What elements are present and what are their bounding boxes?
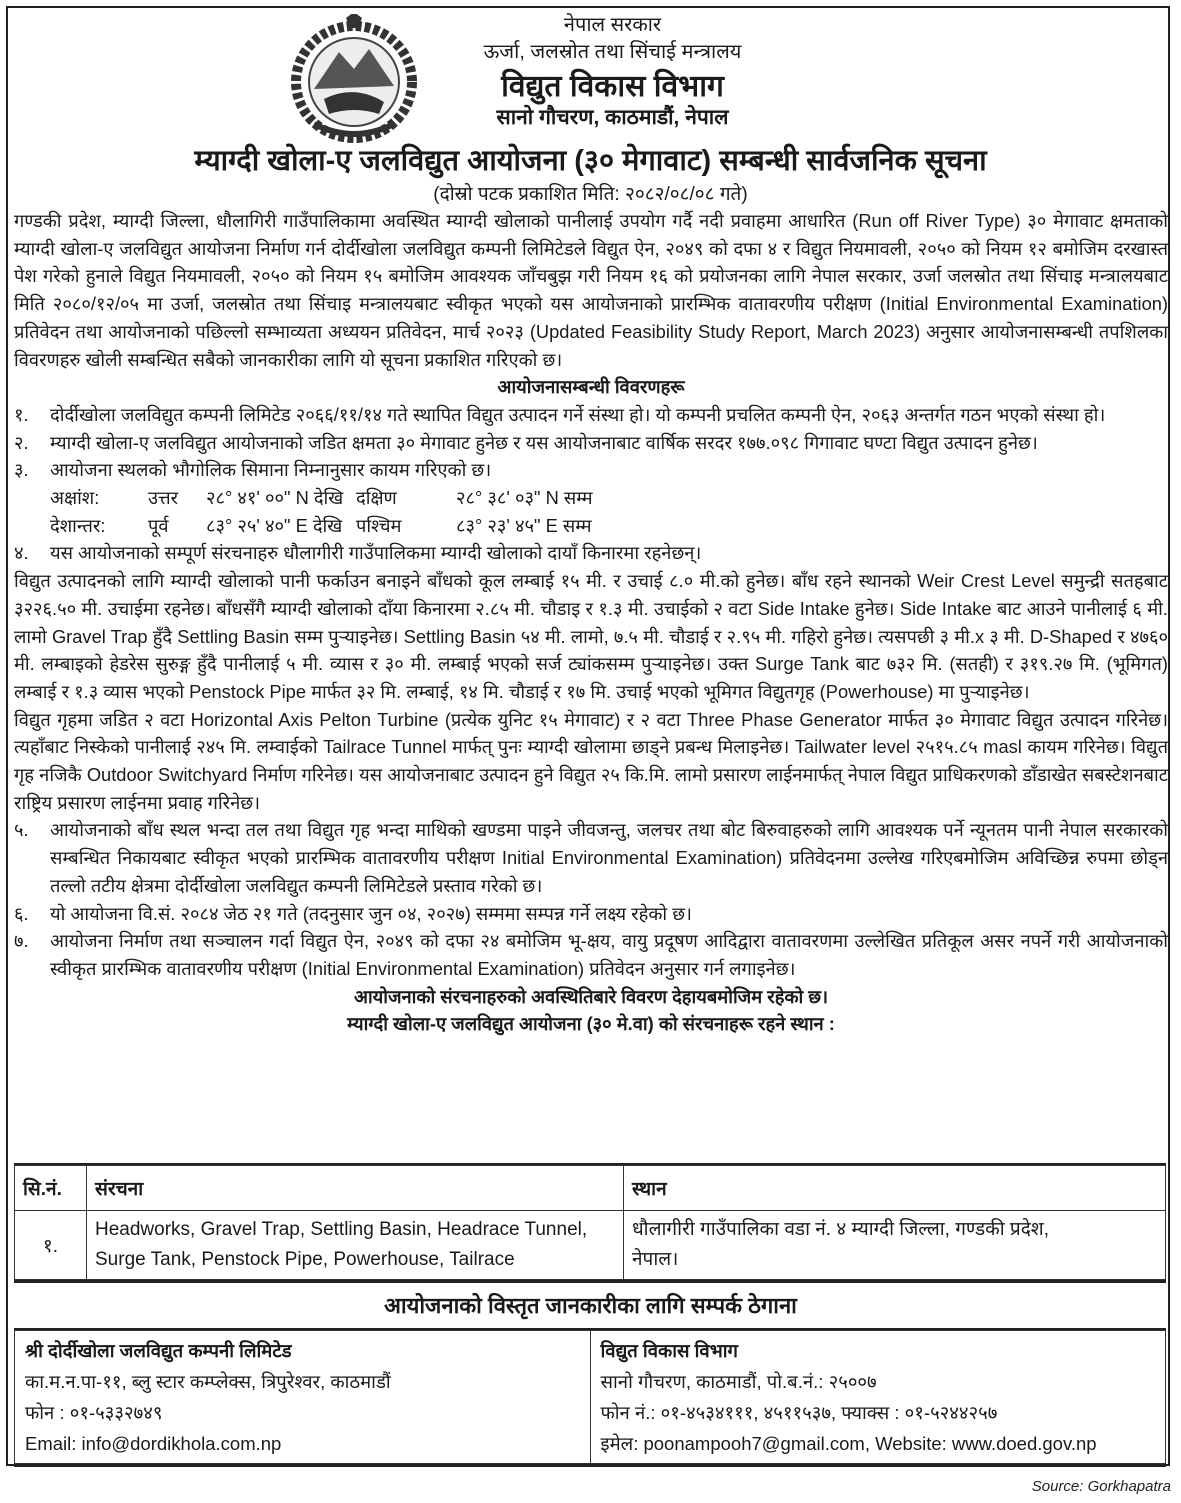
longitude-to-direction: पश्चिम xyxy=(356,514,402,536)
longitude-row xyxy=(14,512,1168,540)
department-address: सानो गौचरण, काठमाडौं, नेपाल xyxy=(496,106,729,129)
cell-sn: १. xyxy=(15,1211,87,1280)
notice-title: म्याग्दी खोला-ए जलविद्युत आयोजना (३० मेगावाट) सम्बन्धी सार्वजनिक सूचना xyxy=(194,145,987,177)
latitude-to: २८° ३८' ०३" N सम्म xyxy=(456,487,593,509)
company-email[interactable]: Email: info@dordikhola.com.np xyxy=(25,1433,282,1454)
section-heading: आयोजनासम्बन्धी विवरणहरू xyxy=(497,376,685,398)
contact-table xyxy=(14,1328,1166,1467)
department-contact-address: सानो गौचरण, काठमाडौं, पो.ब.नं.: २५००७ xyxy=(600,1371,877,1392)
item-number: ४. xyxy=(14,542,29,564)
item-number: १. xyxy=(14,403,29,425)
department-contact xyxy=(590,1331,1166,1464)
table-header-row xyxy=(15,1166,1166,1211)
item-text: यो आयोजना वि.सं. २०८४ जेठ २१ गते (तदनुसार जुन ०४, २०२७) सम्ममा सम्पन्न गर्ने लक्ष्य रहेको छ। xyxy=(50,902,692,924)
latitude-from-direction: उत्तर xyxy=(148,487,179,509)
department-phone: फोन नं.: ०१-४५३४१११, ४५११५३७, फ्याक्स : ०१-५२४४२५७ xyxy=(600,1402,998,1423)
ministry-name: ऊर्जा, जलस्रोत तथा सिंचाई मन्त्रालय xyxy=(483,41,742,63)
item-number: २. xyxy=(14,431,29,453)
company-name: श्री दोर्दीखोला जलविद्युत कम्पनी लिमिटेड xyxy=(25,1340,292,1361)
item-number: ५. xyxy=(14,819,29,841)
longitude-from: ८३° २५' ४०" E देखि xyxy=(206,514,343,536)
structures-paragraph: विद्युत उत्पादनको लागि म्याग्दी खोलाको पानी फर्काउन बनाइने बाँधको कूल लम्बाई १५ मी. र उचाई ८.० मी.को हुनेछ। बाँध रहने स्थानको Weir Crest Level समुन्द्री सतहबाट ३२२६.५० मी. उचाईमा रहनेछ। बाँधसँगै म्याग्दी खोलाको दाँया किनारमा २.८५ मी. चौडाइ र १.३ मी. उचाईको २ वटा Side Intake हुनेछ। Side Intake बाट आउने पानीलाई ६ मी. लामो Gravel Trap हुँदै Settling Basin सम्म पुर्‍याइनेछ। Settling Basin ५४ मी. लामो, ७.५ मी. चौडाई र २.९५ मी. गहिरो हुनेछ। त्यसपछी ३ मी.x ३ मी. D-Shaped र ४७६० मी. लम्बाइको हेडरेस सुरुङ्ग हुँदै पानीलाई ५ मी. व्यास र ३० मी. लम्बाई भएको सर्ज ट्यांकसम्म पुर्‍याइनेछ। उक्त Surge Tank बाट ७३२ मि. (सतही) र ३१९.२७ मि. (भूमिगत) लम्बाई र १.३ व्यास भएको Penstock Pipe मार्फत ३२ मि. लम्बाई, १४ मि. चौडाई र १७ मि. उचाई भएको भूमिगत विद्युतगृह (Powerhouse) मा पुर्‍याइनेछ। xyxy=(14,570,1168,702)
item-number: ६. xyxy=(14,902,29,924)
company-address: का.म.न.पा-११, ब्लु स्टार कम्प्लेक्स, त्रिपुरेश्वर, काठमाडौं xyxy=(25,1371,391,1392)
item-number: ३. xyxy=(14,459,29,481)
company-contact xyxy=(15,1331,591,1464)
powerhouse-paragraph: विद्युत गृहमा जडित २ वटा Horizontal Axis Pelton Turbine (प्रत्येक युनिट १५ मेगावाट) र २ वटा Three Phase Generator मार्फत ३० मेगावाट विद्युत उत्पादन गरिनेछ। त्यहाँबाट निस्केको पानीलाई २४५ मि. लम्वाईको Tailrace Tunnel मार्फत् पुनः म्याग्दी खोलामा छाड्ने प्रबन्ध मिलाइनेछ। Tailwater level २५१५.८५ masl कायम गरिनेछ। विद्युत गृह नजिकै Outdoor Switchyard निर्माण गरिनेछ। यस आयोजनाबाट उत्पादन हुने विद्युत २५ कि.मि. लामो प्रसारण लाईनमार्फत् नेपाल विद्युत प्राधिकरणको डाँडाखेत सबस्टेशनबाट राष्ट्रिय प्रसारण लाईनमा प्रवाह गरिनेछ। xyxy=(14,708,1168,813)
list-item xyxy=(14,401,1168,429)
contact-title: आयोजनाको विस्तृत जानकारीका लागि सम्पर्क ठेगाना xyxy=(384,1293,797,1318)
list-item xyxy=(14,429,1168,457)
source-credit: Source: Gorkhapatra xyxy=(1031,1478,1171,1495)
government-name: नेपाल सरकार xyxy=(563,14,662,36)
table-row xyxy=(15,1211,1166,1280)
item-text: आयोजनाको बाँध स्थल भन्दा तल तथा विद्युत गृह भन्दा माथिको खण्डमा पाइने जीवजन्तु, जलचर तथा बोट बिरुवाहरुको लागि आवश्यक पर्ने न्यूनतम पानी नेपाल सरकारको सम्बन्धित निकायबाट स्वीकृत भएको प्रारम्भिक वातावरणीय परीक्षण Initial Environmental Examination) प्रतिवेदनमा उल्लेख गरिएबमोजिम अविच्छिन्न रुपमा छोड्न तल्लो तटीय क्षेत्रमा दोर्दीखोला जलविद्युत कम्पनी लिमिटेडले प्रस्ताव गरेको छ। xyxy=(50,819,1168,896)
latitude-row xyxy=(14,484,1168,512)
item-text: आयोजना निर्माण तथा सञ्चालन गर्दा विद्युत ऐन, २०४९ को दफा २४ बमोजिम भू-क्षय, वायु प्रदूषण आदिद्वारा वातावरणमा उल्लेखित प्रतिकूल असर नपर्ने गरी आयोजनाको स्वीकृत प्रारम्भिक वातावरणीय परीक्षण (Initial Environmental Examination) प्रतिवेदन अनुसार गर्न लगाइनेछ। xyxy=(50,930,1168,979)
department-contact-name: विद्युत विकास विभाग xyxy=(600,1340,738,1361)
item-text: आयोजना स्थलको भौगोलिक सिमाना निम्नानुसार कायम गरिएको छ। xyxy=(50,459,492,481)
structures-caption: म्याग्दी खोला-ए जलविद्युत आयोजना (३० मे.वा) को संरचनाहरू रहने स्थान : xyxy=(347,1013,835,1035)
department-name: विद्युत विकास विभाग xyxy=(501,70,724,103)
notice-body xyxy=(14,207,1168,1038)
structures-table xyxy=(14,1163,1166,1283)
intro-paragraph: गण्डकी प्रदेश, म्याग्दी जिल्ला, धौलागिरी गाउँपालिकामा अवस्थित म्याग्दी खोलाको पानीलाई उपयोग गर्दै नदी प्रवाहमा आधारित (Run off River Type) ३० मेगावाट क्षमताको म्याग्दी खोला-ए जलविद्युत आयोजना निर्माण गर्न दोर्दीखोला जलविद्युत कम्पनी लिमिटेडले विद्युत ऐन, २०४९ को दफा ४ र विद्युत नियमावली, २०५० को नियम १२ बमोजिम दरखास्त पेश गरेको हुनाले विद्युत नियमावली, २०५० को नियम १५ बमोजिम आवश्यक जाँचबुझ गरी नियम १६ को प्रयोजनका लागि नेपाल सरकार, उर्जा जलस्रोत तथा सिंचाइ मन्त्रालयबाट मिति २०८०/१२/०५ मा उर्जा, जलस्रोत तथा सिंचाइ मन्त्रालयबाट स्वीकृत भएको यस आयोजनाको प्रारम्भिक वातावरणीय परीक्षण (Initial Environmental Examination) प्रतिवेदन तथा आयोजनाको पछिल्लो सम्भाव्यता अध्ययन प्रतिवेदन, मार्च २०२३ (Updated Feasibility Study Report, March 2023) अनुसार आयोजनासम्बन्धी तपशिलका विवरणहरु खोली सम्बन्धित सबैको जानकारीका लागि यो सूचना प्रकाशित गरिएको छ। xyxy=(14,210,1168,370)
longitude-label: देशान्तर: xyxy=(50,514,106,536)
cell-structure: Headworks, Gravel Trap, Settling Basin, Headrace Tunnel, Surge Tank, Penstock Pipe, Powerhouse, Tailrace xyxy=(87,1211,624,1280)
latitude-to-direction: दक्षिण xyxy=(356,487,397,509)
list-item xyxy=(14,456,1168,484)
company-phone: फोन : ०१-५३३२७४९ xyxy=(25,1402,163,1423)
list-item xyxy=(14,900,1168,928)
column-header-structure: संरचना xyxy=(87,1166,624,1211)
structures-intro: आयोजनाको संरचनाहरुको अवस्थितिबारे विवरण देहायबमोजिम रहेको छ। xyxy=(353,985,829,1007)
list-item xyxy=(14,927,1168,982)
item-text: म्याग्दी खोला-ए जलविद्युत आयोजनाको जडित क्षमता ३० मेगावाट हुनेछ र यस आयोजनाबाट वार्षिक सरदर १७७.०९८ गिगावाट घण्टा विद्युत उत्पादन हुनेछ। xyxy=(50,431,1038,453)
longitude-to: ८३° २३' ४५" E सम्म xyxy=(456,514,592,536)
list-item xyxy=(14,816,1168,899)
column-header-location: स्थान xyxy=(624,1166,1166,1211)
department-email-website[interactable]: इमेल: poonampooh7@gmail.com, Website: www.doed.gov.np xyxy=(600,1433,1097,1454)
item-number: ७. xyxy=(14,930,29,952)
latitude-from: २८° ४१' ००" N देखि xyxy=(206,487,344,509)
cell-location: धौलागीरी गाउँपालिका वडा नं. ४ म्याग्दी जिल्ला, गण्डकी प्रदेश, नेपाल। xyxy=(624,1211,1166,1280)
longitude-from-direction: पूर्व xyxy=(148,514,169,536)
notice-subtitle: (दोस्रो पटक प्रकाशित मिति: २०८२/०८/०८ गते) xyxy=(433,184,748,205)
list-item xyxy=(14,539,1168,567)
item-text: यस आयोजनाको सम्पूर्ण संरचनाहरु धौलागीरी गाउँपालिकमा म्याग्दी खोलाको दायाँ किनारमा रहनेछन्। xyxy=(50,542,702,564)
item-text: दोर्दीखोला जलविद्युत कम्पनी लिमिटेड २०६६/११/१४ गते स्थापित विद्युत उत्पादन गर्ने संस्था हो। यो कम्पनी प्रचलित कम्पनी ऐन, २०६३ अन्तर्गत गठन भएको संस्था हो। xyxy=(50,403,1106,425)
latitude-label: अक्षांश: xyxy=(50,487,100,509)
column-header-sn: सि.नं. xyxy=(15,1166,87,1211)
